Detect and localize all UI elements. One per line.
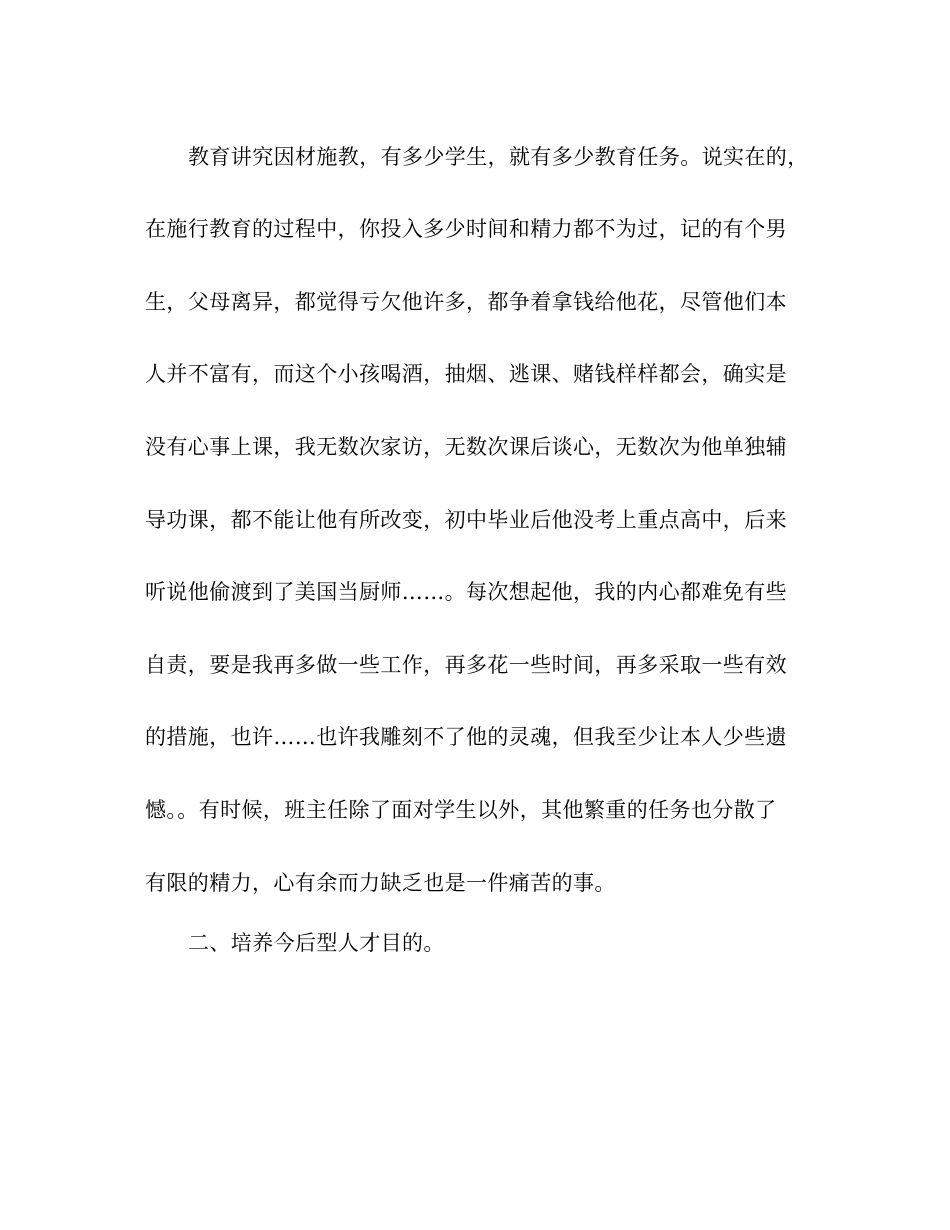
paragraph-line-11: 有限的精力，心有余而力缺乏也是一件痛苦的事。 <box>145 871 616 895</box>
paragraph-line-2: 在施行教育的过程中，你投入多少时间和精力都不为过，记的有个男 <box>145 217 787 241</box>
paragraph-line-7: 听说他偷渡到了美国当厨师……。每次想起他，我的内心都难免有些 <box>145 580 787 604</box>
paragraph-line-10: 憾。。有时候，班主任除了面对学生以外，其他繁重的任务也分散了 <box>145 798 777 822</box>
paragraph-line-4: 人并不富有，而这个小孩喝酒，抽烟、逃课、赌钱样样都会，确实是 <box>145 362 787 386</box>
section-heading: 二、培养今后型人才目的。 <box>188 931 445 955</box>
paragraph-line-3: 生，父母离异，都觉得亏欠他许多，都争着拿钱给他花，尽管他们本 <box>145 290 787 314</box>
paragraph-line-5: 没有心事上课，我无数次家访，无数次课后谈心，无数次为他单独辅 <box>145 435 787 459</box>
paragraph-line-1: 教育讲究因材施教，有多少学生，就有多少教育任务。说实在的， <box>188 145 809 169</box>
paragraph-line-8: 自责，要是我再多做一些工作，再多花一些时间，再多采取一些有效 <box>145 653 787 677</box>
paragraph-line-6: 导功课，都不能让他有所改变，初中毕业后他没考上重点高中，后来 <box>145 508 787 532</box>
paragraph-line-9: 的措施，也许……也许我雕刻不了他的灵魂，但我至少让本人少些遗 <box>145 725 787 749</box>
